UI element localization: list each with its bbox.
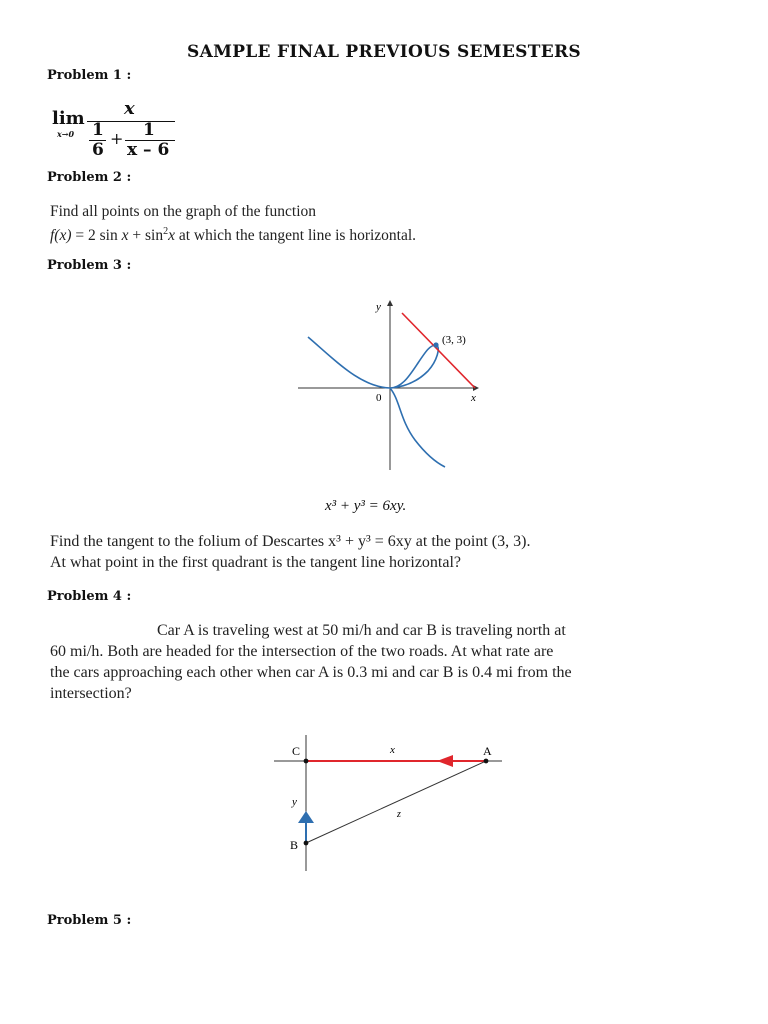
fraction1-numerator: 1	[92, 120, 104, 140]
label-c: C	[292, 744, 301, 758]
graph-point-label: (3, 3)	[442, 334, 466, 346]
label-x: x	[390, 744, 395, 756]
problem-4-line-4: intersection?	[50, 685, 132, 702]
problem-5-label: Problem 5 :	[47, 913, 132, 928]
page-title: SAMPLE FINAL PREVIOUS SEMESTERS	[187, 42, 581, 62]
problem-3-line-1: Find the tangent to the folium of Descartes x³ + y³ = 6xy at the point (3, 3).	[50, 533, 531, 550]
problem-1-label: Problem 1 :	[47, 68, 132, 83]
point-a	[484, 759, 489, 764]
problem-2-line-2: f(x) = 2 $\sin x + \sin^2x$ at which the tangent line is horizontal.	[50, 226, 417, 245]
graph-x-label: x	[471, 392, 476, 404]
problem-4-line-1: Car A is traveling west at 50 mi/h and car B is traveling north at	[157, 622, 566, 639]
fraction2-denominator: x – 6	[127, 140, 170, 160]
folium-equation: x³ + y³ = 6xy.	[325, 498, 407, 514]
lim-symbol: lim	[52, 108, 85, 129]
problem-3-line-2: At what point in the first quadrant is the tangent line horizontal?	[50, 554, 462, 571]
label-z: z	[397, 809, 401, 820]
limit-expression	[52, 98, 192, 164]
tangent-point	[433, 342, 438, 347]
tangent-line	[402, 313, 475, 388]
plus-sign: +	[110, 129, 124, 148]
fraction2-numerator: 1	[143, 120, 155, 140]
point-c	[304, 759, 309, 764]
problem-2-line-1: Find all points on the graph of the function	[50, 203, 317, 220]
lim-subscript: x→0	[57, 129, 75, 139]
problem-3-label: Problem 3 :	[47, 258, 132, 273]
graph-y-label: y	[376, 301, 381, 313]
folium-graph	[290, 295, 500, 475]
problem-4-line-3: the cars approaching each other when car A is 0.3 mi and car B is 0.4 mi from the	[50, 664, 572, 681]
label-a: A	[483, 744, 492, 758]
label-b: B	[290, 838, 299, 852]
problem-4-label: Problem 4 :	[47, 589, 132, 604]
fraction1-denominator: 6	[92, 140, 104, 160]
car-diagram	[270, 735, 510, 875]
graph-origin-label: 0	[376, 392, 382, 404]
limit-numerator: x	[124, 98, 135, 119]
label-y: y	[292, 796, 297, 808]
problem-4-line-2: 60 mi/h. Both are headed for the intersection of the two roads. At what rate are	[50, 643, 554, 660]
point-b	[304, 841, 309, 846]
distance-z-segment	[306, 761, 486, 843]
problem-2-label: Problem 2 :	[47, 170, 132, 185]
